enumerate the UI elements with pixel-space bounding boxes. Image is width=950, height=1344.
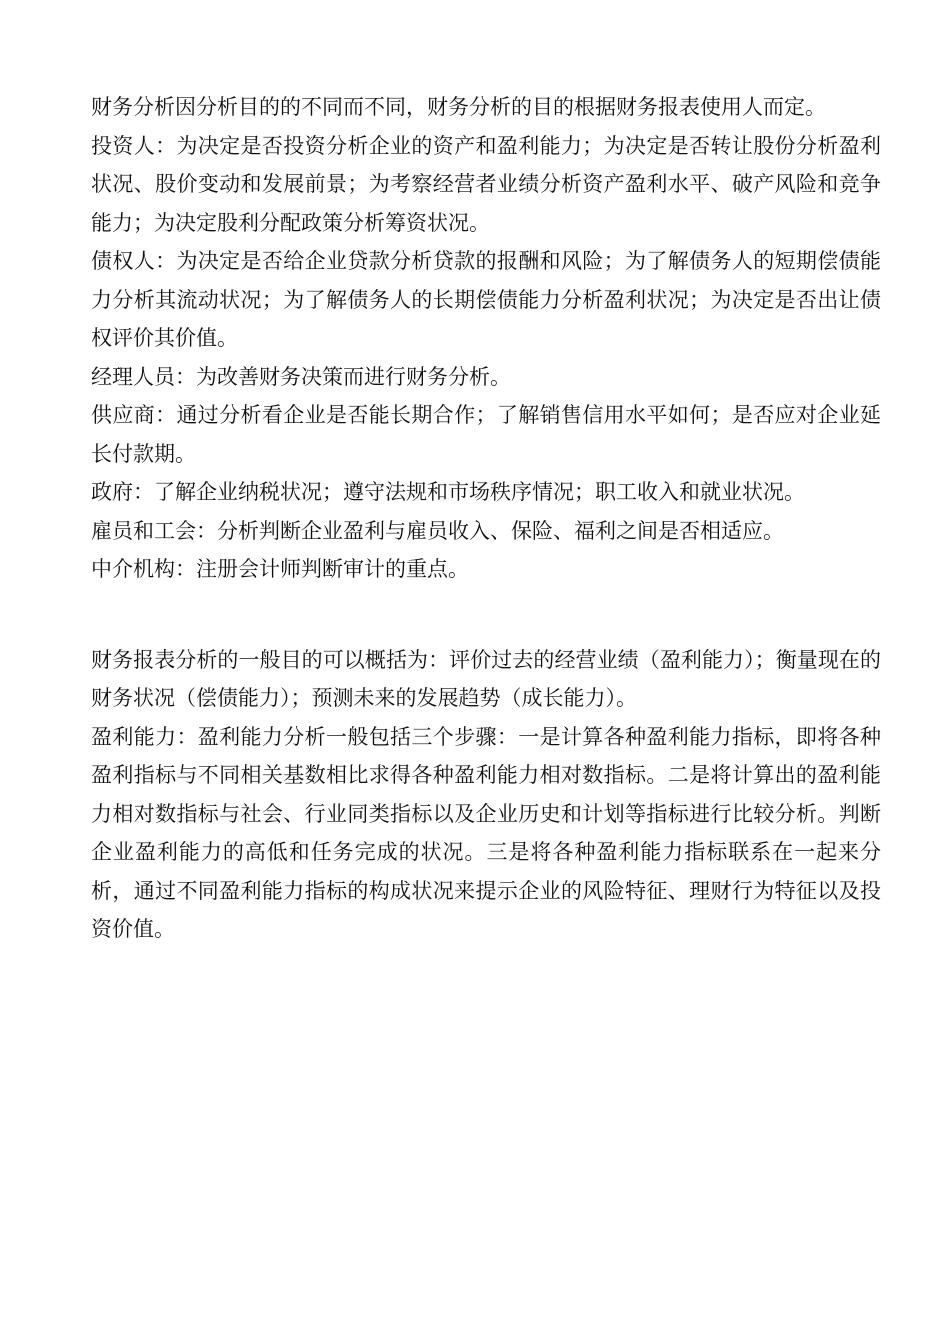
- paragraph-intermediaries: 中介机构：注册会计师判断审计的重点。: [91, 557, 469, 581]
- paragraph-investors: 投资人：为决定是否投资分析企业的资产和盈利能力；为决定是否转让股份分析盈利状况、股价变动和发展前景；为考察经营者业绩分析资产盈利水平、破产风险和竞争能力；为决定股利分配政策分析筹资状况。: [91, 133, 881, 235]
- paragraph-managers: 经理人员：为改善财务决策而进行财务分析。: [91, 364, 511, 389]
- paragraph-suppliers: 供应商：通过分析看企业是否能长期合作；了解销售信用水平如何；是否应对企业延长付款期。: [91, 403, 881, 466]
- paragraph-general-purpose: 财务报表分析的一般目的可以概括为：评价过去的经营业绩（盈利能力）；衡量现在的财务状况（偿债能力）；预测未来的发展趋势（成长能力）。: [91, 647, 881, 710]
- paragraph-intro: 财务分析因分析目的的不同而不同，财务分析的目的根据财务报表使用人而定。: [91, 95, 826, 119]
- paragraph-employees: 雇员和工会：分析判断企业盈利与雇员收入、保险、福利之间是否相适应。: [91, 518, 784, 543]
- paragraph-government: 政府：了解企业纳税状况；遵守法规和市场秩序情况；职工收入和就业状况。: [91, 480, 805, 504]
- section-gap: [91, 589, 881, 641]
- paragraph-creditors: 债权人：为决定是否给企业贷款分析贷款的报酬和风险；为了解债务人的短期偿债能力分析其流动状况；为了解债务人的长期偿债能力分析盈利状况；为决定是否出让债权评价其价值。: [91, 249, 881, 350]
- paragraph-profitability: 盈利能力：盈利能力分析一般包括三个步骤：一是计算各种盈利能力指标，即将各种盈利指标与不同相关基数相比求得各种盈利能力相对数指标。二是将计算出的盈利能力相对数指标与社会、行业同类指标以及企业历史和计划等指标进行比较分析。判断企业盈利能力的高低和任务完成的状况。三是将各种盈利能力指标联系在一起来分析，通过不同盈利能力指标的构成状况来提示企业的风险特征、理财行为特征以及投资价值。: [91, 724, 881, 941]
- document-body: [91, 88, 881, 949]
